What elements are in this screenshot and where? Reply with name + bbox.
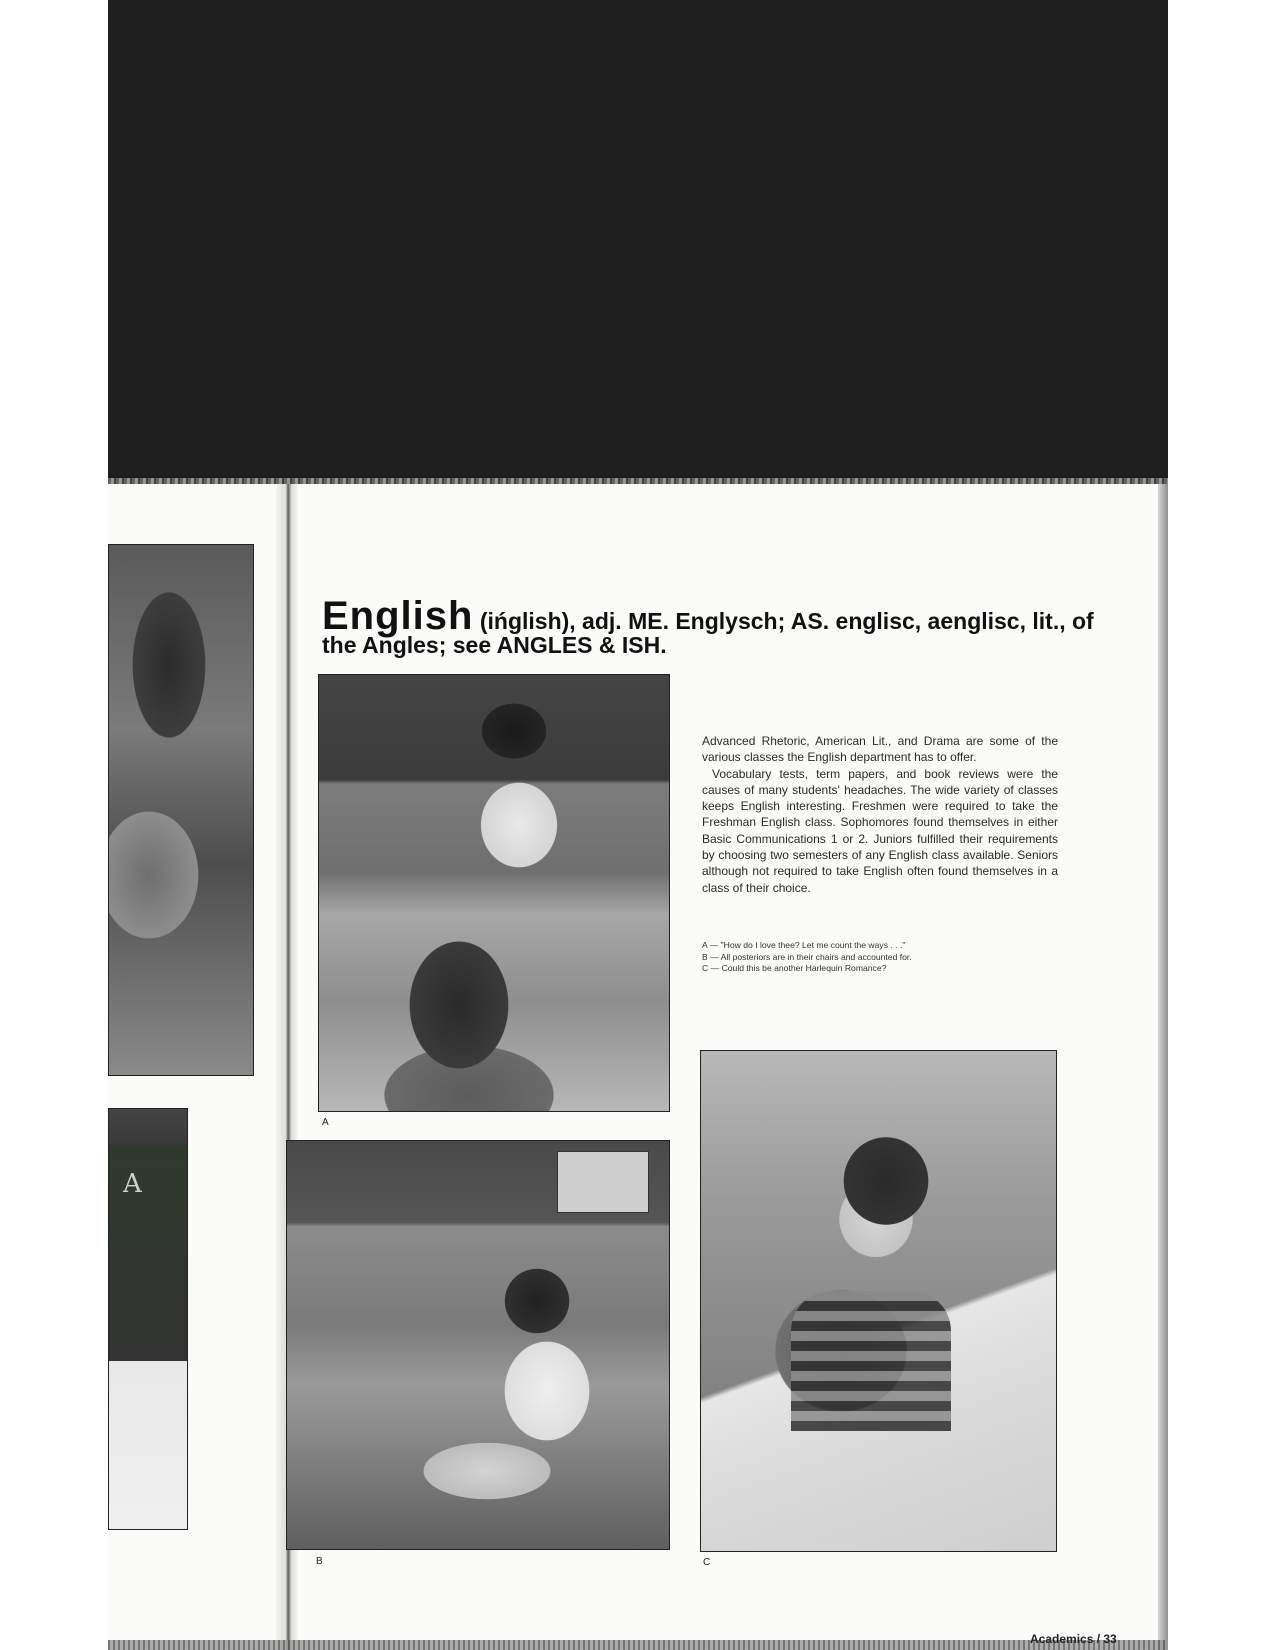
caption-a: A — "How do I love thee? Let me count the ways . . ." — [702, 940, 906, 950]
left-page-photo-student — [108, 544, 254, 1076]
title-word: English — [322, 594, 474, 638]
striped-shirt — [791, 1291, 951, 1431]
left-page-photo-chalkboard — [108, 1108, 188, 1530]
title-definition-line2: the Angles; see ANGLES & ISH. — [322, 632, 667, 658]
scanner-background-top — [108, 0, 1168, 484]
chalkboard-text: A — [123, 1169, 142, 1199]
photo-c-student-reading — [700, 1050, 1057, 1552]
body-paragraph-1: Advanced Rhetoric, American Lit., and Drama are some of the various classes the English department has to offer. — [702, 734, 1058, 765]
classroom-poster — [557, 1151, 649, 1213]
photo-b-classroom — [286, 1140, 670, 1550]
page-right-edge — [1158, 484, 1168, 1650]
title-definition-line1: (ińglish), adj. ME. Englysch; AS. englisc, aenglisc, lit., of — [473, 608, 1094, 634]
caption-b: B — All posteriors are in their chairs and accounted for. — [702, 951, 912, 962]
page-folio: Academics / 33 — [1030, 1632, 1117, 1646]
body-paragraph-2: Vocabulary tests, term papers, and book reviews were the causes of many students' headaches. The wide variety of classes keeps English interesting. Freshmen were required to take the Freshman English class. Sophomores found themselves in either Basic Communications 1 or 2. Juniors fulfilled their requirements by choosing two semesters of any English class available. Seniors although not required to take English often found themselves in a class of their choice. — [702, 766, 1058, 895]
photo-b-label: B — [316, 1556, 323, 1567]
page-bottom-edge — [108, 1640, 1168, 1650]
photo-c-label: C — [703, 1557, 711, 1568]
photo-a-label: A — [322, 1117, 329, 1128]
article-body — [702, 733, 1058, 896]
caption-c: C — Could this be another Harlequin Romance? — [702, 963, 887, 973]
photo-a-teacher-reading — [318, 674, 670, 1112]
photo-captions — [702, 940, 1032, 975]
